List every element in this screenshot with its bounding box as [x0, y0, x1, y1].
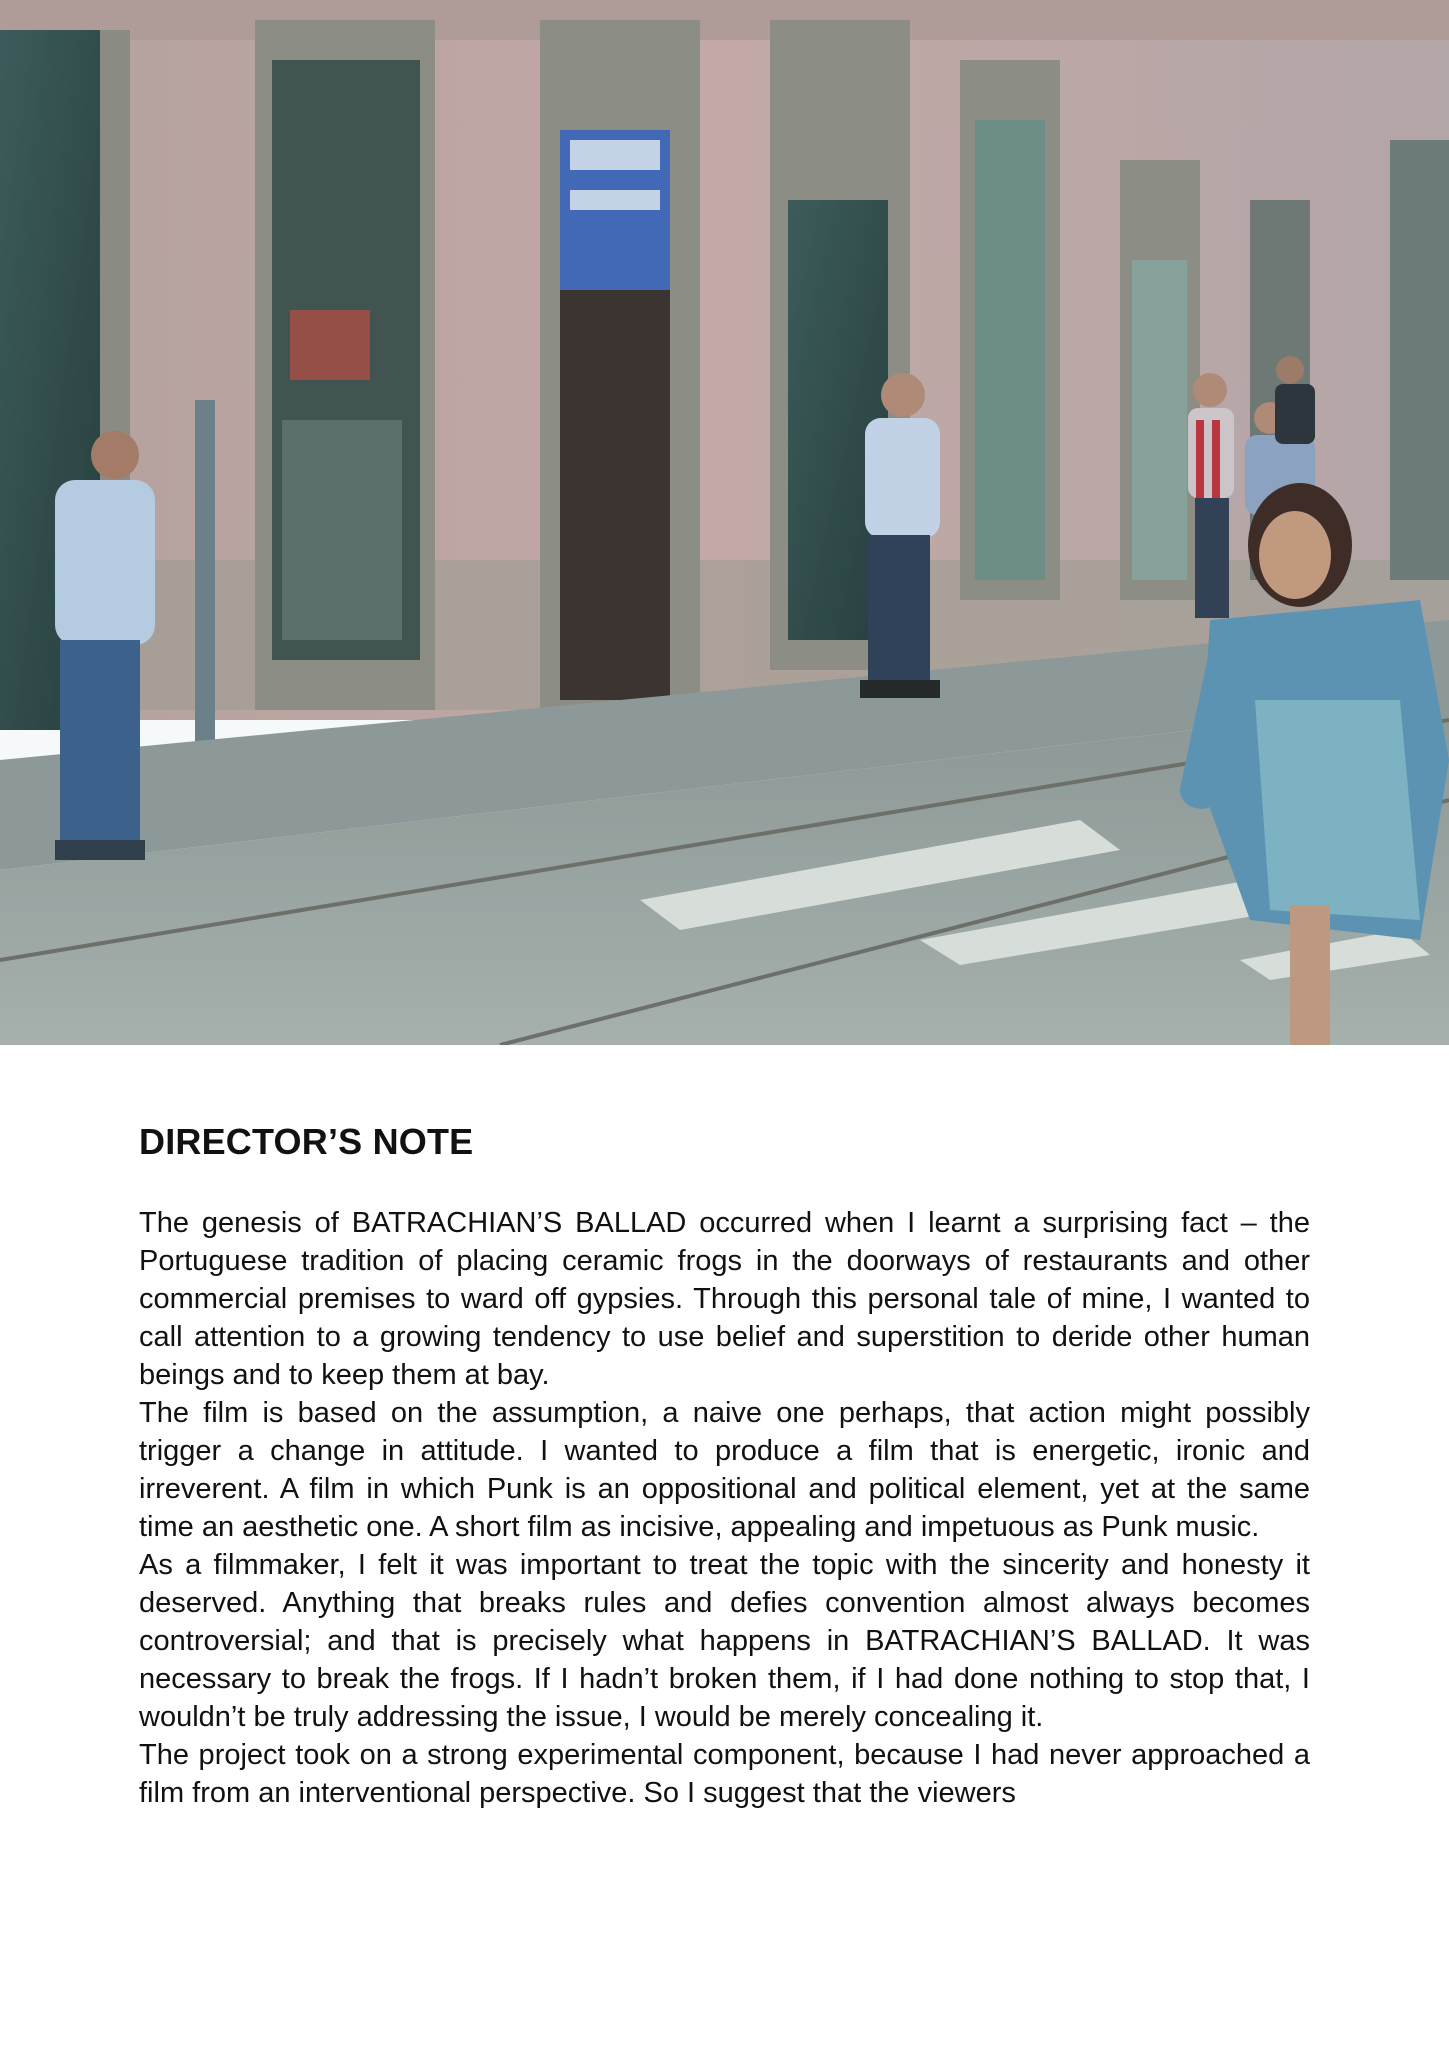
note-heading: DIRECTOR’S NOTE	[139, 1121, 474, 1162]
note-paragraph: As a filmmaker, I felt it was important to treat the topic with the sincerity and honesty it deserved. Anything that breaks rules and defies convention almost always becomes controversial; and that is precisely what happens in BATRACHIAN’S BALLAD. It was necessary to break the frogs. If I hadn’t broken them, if I had done nothing to stop that, I wouldn’t be truly addressing the issue, I would be merely concealing it.	[139, 1549, 1310, 1733]
note-paragraph: The genesis of BATRACHIAN’S BALLAD occurred when I learnt a surprising fact – the Portuguese tradition of placing ceramic frogs in the doorways of restaurants and other commercial premises to ward off gypsies. Through this personal tale of mine, I wanted to call attention to a growing tendency to use belief and superstition to deride other human beings and to keep them at bay.	[139, 1207, 1310, 1391]
note-paragraph: The film is based on the assumption, a naive one perhaps, that action might possibly trigger a change in attitude. I wanted to produce a film that is energetic, ironic and irreverent. A film in which Punk is an oppositional and political element, yet at the same time an aesthetic one. A short film as incisive, appealing and impetuous as Punk music.	[139, 1397, 1310, 1543]
note-paragraph: The project took on a strong experimental component, because I had never approached a film from an interventional perspective. So I suggest that the viewers	[139, 1739, 1310, 1809]
directors-note	[139, 1120, 1310, 1812]
